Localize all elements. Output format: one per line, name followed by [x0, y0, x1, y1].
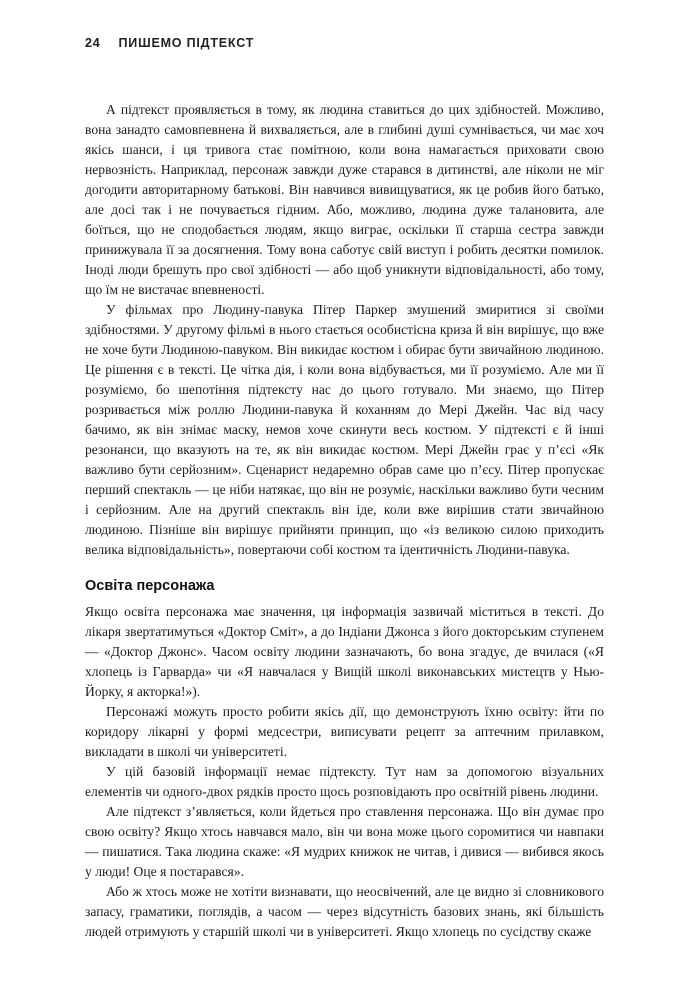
paragraph-attitude-to-education: Але підтекст з’являється, коли йдеться про ставлення персонажа. Що він думає про свою освіту? Якщо хтось навчався мало, він чи вона може цього соромитися чи навпаки — пишатися. Така людина скаже: «Я мудрих книжок не читав, і дивися — вибився якось у люди! Оце я постарався».	[85, 804, 604, 879]
page-header	[85, 36, 604, 50]
section-heading-character-education: Освіта персонажа	[85, 578, 215, 594]
paragraph-basic-info-no-subtext: У цій базовій інформації немає підтексту. Тут нам за допомогою візуальних елементів чи одного-двох рядків просто щось розповідають про освітній рівень людини.	[85, 764, 604, 799]
paragraph-abilities-subtext: А підтекст проявляється в тому, як людина ставиться до цих здібностей. Можливо, вона занадто самовпевнена й вихваляється, але в глибині душі сумнівається, чи має хоч якісь шанси, і ця тривога стає помітною, коли вона намагається приховати свою нервозність. Наприклад, персонаж завжди дуже старався в дитинстві, але ніколи не міг догодити авторитарному батькові. Він навчився вивищуватися, як це робив його батько, але досі так і не почувається гідним. Або, можливо, людина дуже талановита, але боїться, що не сподобається людям, якщо виграє, оскільки її старша сестра завжди принижувала її за досягнення. Тому вона саботує свій виступ і робить десятки помилок. Іноді люди брешуть про свої здібності — або щоб уникнути відповідальності, або тому, що їм не вистачає впевненості.	[85, 102, 604, 297]
paragraph-spiderman-example: У фільмах про Людину-павука Пітер Паркер змушений змиритися зі своїми здібностями. У другому фільмі в нього стається особистісна криза й він вирішує, що вже не хоче бути Людиною-павуком. Він викидає костюм і обирає бути звичайною людиною. Це рішення є в тексті. Це чітка дія, і коли вона відбувається, ми її розуміємо. Але ми її розуміємо, бо шепотіння підтексту нас до цього готувало. Ми знаємо, що Пітер розривається між роллю Людини-павука й коханням до Мері Джейн. Час від часу бачимо, як він знімає маску, немов хоче скинути весь костюм. У підтексті є й інші резонанси, що вказують на те, як він викидає костюм. Мері Джейн грає у п’єсі «Як важливо бути серйозним». Сценарист недаремно обрав саме цю п’єсу. Пітер пропускає перший спектакль — це ніби натякає, що він не розуміє, наскільки важливо бути чесним і серйозним. Але на другий спектакль він іде, коли вже вирішив стати звичайною людиною. Пізніше він вирішує прийняти принцип, що «із великою силою приходить велика відповідальність», повертаючи собі костюм та ідентичність Людини-павука.	[85, 302, 604, 557]
paragraph-education-in-text: Якщо освіта персонажа має значення, ця інформація зазвичай міститься в тексті. До лікаря звертатимуться «Доктор Сміт», а до Індіани Джонса з його докторським ступенем — «Доктор Джонс». Часом освіту людини зазначають, бо вона згадує, де вчилася («Я хлопець із Гарварда» чи «Я навчалася у Вищій школі виконавських мистецтв у Нью-Йорку, я акторка!»).	[85, 604, 604, 699]
paragraph-uneducated-signs: Або ж хтось може не хотіти визнавати, що неосвічений, але це видно зі словникового запасу, граматики, поглядів, а часом — через відсутність базових знань, які більшість людей отримують у старшій школі чи в університеті. Якщо хлопець по сусідству скаже	[85, 884, 604, 939]
paragraph-education-actions: Персонажі можуть просто робити якісь дії, що демонструють їхню освіту: йти по коридору лікарні у формі медсестри, виписувати рецепт за аптечним прилавком, викладати в школі чи університеті.	[85, 704, 604, 759]
page-body	[85, 100, 604, 942]
running-title: ПИШЕМО ПІДТЕКСТ	[118, 36, 255, 50]
page-number: 24	[85, 36, 101, 50]
